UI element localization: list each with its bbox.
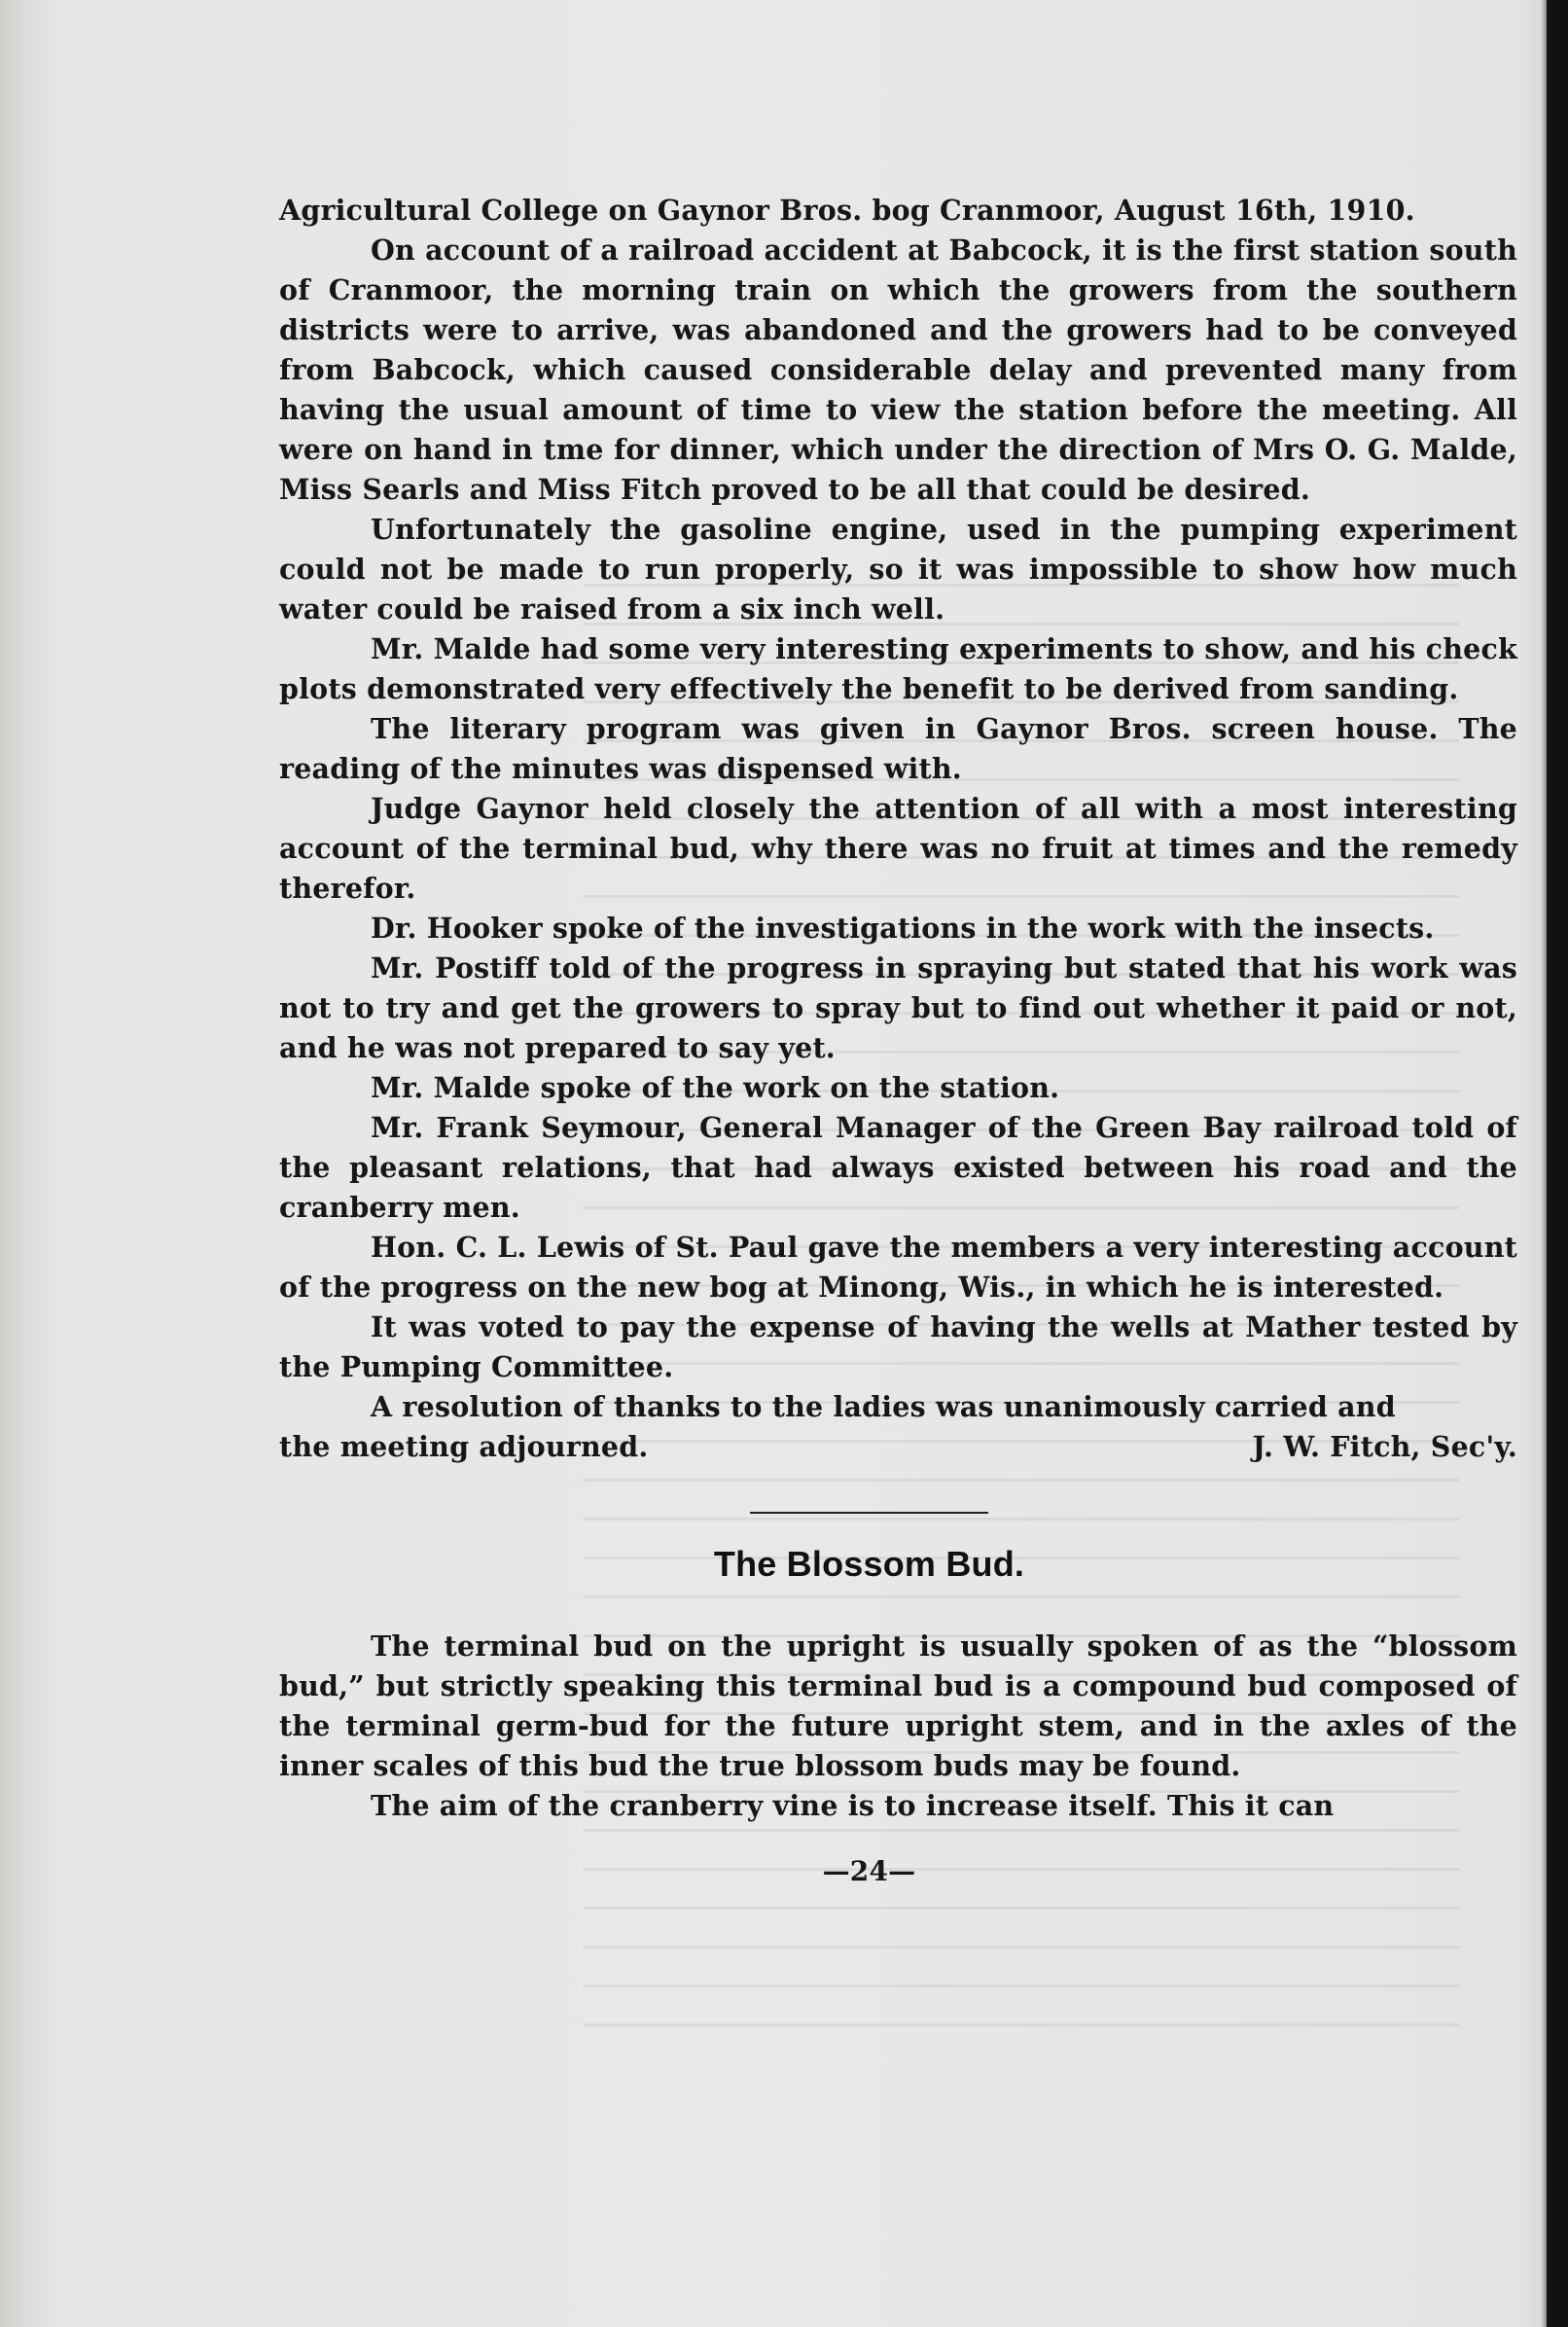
- paragraph: The aim of the cranberry vine is to increase itself. This it can: [371, 1789, 1335, 1822]
- paragraph: Hon. C. L. Lewis of St. Paul gave the members a very interesting account of the progress on the new bog at Minong, Wis., in which he is interested.: [279, 1231, 1517, 1304]
- paragraph: Judge Gaynor held closely the attention of all with a most interesting account of the terminal bud, why there was no fruit at times and the remedy therefor.: [279, 792, 1517, 905]
- signature-line: [279, 1427, 1517, 1467]
- meeting-minutes: [279, 191, 1517, 1467]
- secretary-signature: J. W. Fitch, Sec'y.: [1252, 1430, 1517, 1463]
- paragraph: It was voted to pay the expense of having the wells at Mather tested by the Pumping Committee.: [279, 1310, 1517, 1383]
- paragraph: Mr. Malde spoke of the work on the station.: [371, 1071, 1060, 1104]
- binding-edge: [1547, 0, 1568, 2327]
- paragraph: On account of a railroad accident at Babcock, it is the first station south of Cranmoor, the morning train on which the growers from the southern districts were to arrive, was abandoned and the growers had to be conveyed from Babcock, which caused considerable delay and prevented many from having the usual amount of time to view the station before the meeting. All were on hand in tme for dinner, which under the direction of Mrs O. G. Malde, Miss Searls and Miss Fitch proved to be all that could be desired.: [279, 233, 1517, 506]
- page-number: —24—: [822, 1855, 916, 1887]
- page-body: [279, 191, 1517, 1891]
- section-heading: The Blossom Bud.: [713, 1544, 1025, 1584]
- paragraph: Mr. Postiff told of the progress in spraying but stated that his work was not to try and get the growers to spray but to find out whether it paid or not, and he was not prepared to say yet.: [279, 951, 1517, 1064]
- blossom-bud-section: [279, 1627, 1517, 1826]
- paragraph: Mr. Frank Seymour, General Manager of the Green Bay railroad told of the pleasant relations, that had always existed between his road and the cranberry men.: [279, 1111, 1517, 1224]
- paragraph: The literary program was given in Gaynor Bros. screen house. The reading of the minutes was dispensed with.: [279, 712, 1517, 785]
- paragraph: Dr. Hooker spoke of the investigations in the work with the insects.: [371, 912, 1435, 945]
- paragraph: Mr. Malde had some very interesting experiments to show, and his check plots demonstrated very effectively the benefit to be derived from sanding.: [279, 632, 1517, 705]
- section-divider: [750, 1512, 988, 1514]
- paragraph: The terminal bud on the upright is usually spoken of as the “blossom bud,” but strictly speaking this terminal bud is a compound bud composed of the terminal germ-bud for the future upright stem, and in the axles of the inner scales of this bud the true blossom buds may be found.: [279, 1629, 1517, 1782]
- paragraph: A resolution of thanks to the ladies was unanimously carried and: [371, 1390, 1396, 1423]
- paragraph: Unfortunately the gasoline engine, used in the pumping experiment could not be made to run properly, so it was impossible to show how much water could be raised from a six inch well.: [279, 513, 1517, 626]
- closing-text: the meeting adjourned.: [279, 1430, 649, 1463]
- paragraph: Agricultural College on Gaynor Bros. bog Cranmoor, August 16th, 1910.: [279, 194, 1415, 227]
